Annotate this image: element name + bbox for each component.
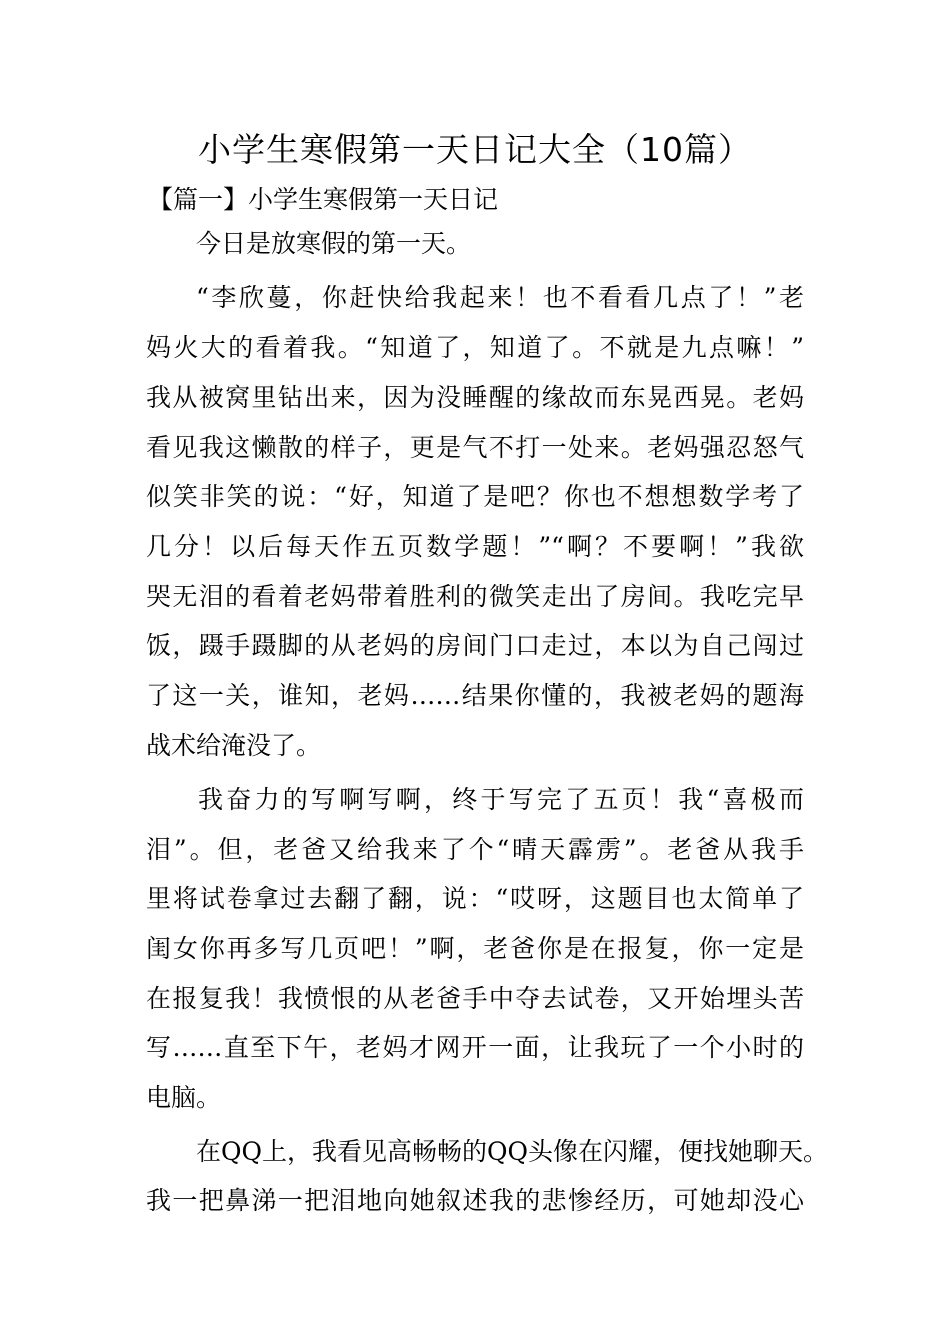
document-title: 小学生寒假第一天日记大全（10篇） bbox=[198, 130, 752, 169]
text-line: 闺女你再多写几页吧！”啊，老爸你是在报复，你一定是 bbox=[146, 934, 804, 963]
text-line: 似笑非笑的说：“好，知道了是吧？你也不想想数学考了 bbox=[146, 482, 804, 511]
text-line: 妈火大的看着我。“知道了，知道了。不就是九点嘛！” bbox=[146, 333, 804, 362]
section-heading: 【篇一】小学生寒假第一天日记 bbox=[148, 185, 499, 214]
text-line: 饭，蹑手蹑脚的从老妈的房间门口走过，本以为自己闯过 bbox=[146, 631, 804, 660]
text-line: “李欣蔓，你赶快给我起来！也不看看几点了！”老 bbox=[196, 283, 804, 312]
text-line: 在QQ上，我看见高畅畅的QQ头像在闪耀，便找她聊天。 bbox=[196, 1137, 828, 1166]
text-line: 写……直至下午，老妈才网开一面，让我玩了一个小时的 bbox=[146, 1033, 804, 1062]
text-line: 我从被窝里钻出来，因为没睡醒的缘故而东晃西晃。老妈 bbox=[146, 383, 804, 412]
text-line: 几分！以后每天作五页数学题！”“啊？不要啊！”我欲 bbox=[146, 532, 804, 561]
text-line: 了这一关，谁知，老妈……结果你懂的，我被老妈的题海 bbox=[146, 681, 804, 710]
text-line: 战术给淹没了。 bbox=[146, 731, 322, 760]
text-line: 看见我这懒散的样子，更是气不打一处来。老妈强忍怒气 bbox=[146, 433, 804, 462]
text-line: 哭无泪的看着老妈带着胜利的微笑走出了房间。我吃完早 bbox=[146, 582, 804, 611]
text-line: 里将试卷拿过去翻了翻，说：“哎呀，这题目也太简单了 bbox=[146, 884, 804, 913]
text-line: 在报复我！我愤恨的从老爸手中夺去试卷，又开始埋头苦 bbox=[146, 984, 804, 1013]
text-line: 泪”。但，老爸又给我来了个“晴天霹雳”。老爸从我手 bbox=[146, 835, 804, 864]
text-line: 我一把鼻涕一把泪地向她叙述我的悲惨经历，可她却没心 bbox=[146, 1186, 804, 1215]
text-line: 电脑。 bbox=[146, 1083, 222, 1112]
text-line: 我奋力的写啊写啊，终于写完了五页！我“喜极而 bbox=[198, 785, 804, 814]
text-line: 今日是放寒假的第一天。 bbox=[196, 229, 472, 258]
